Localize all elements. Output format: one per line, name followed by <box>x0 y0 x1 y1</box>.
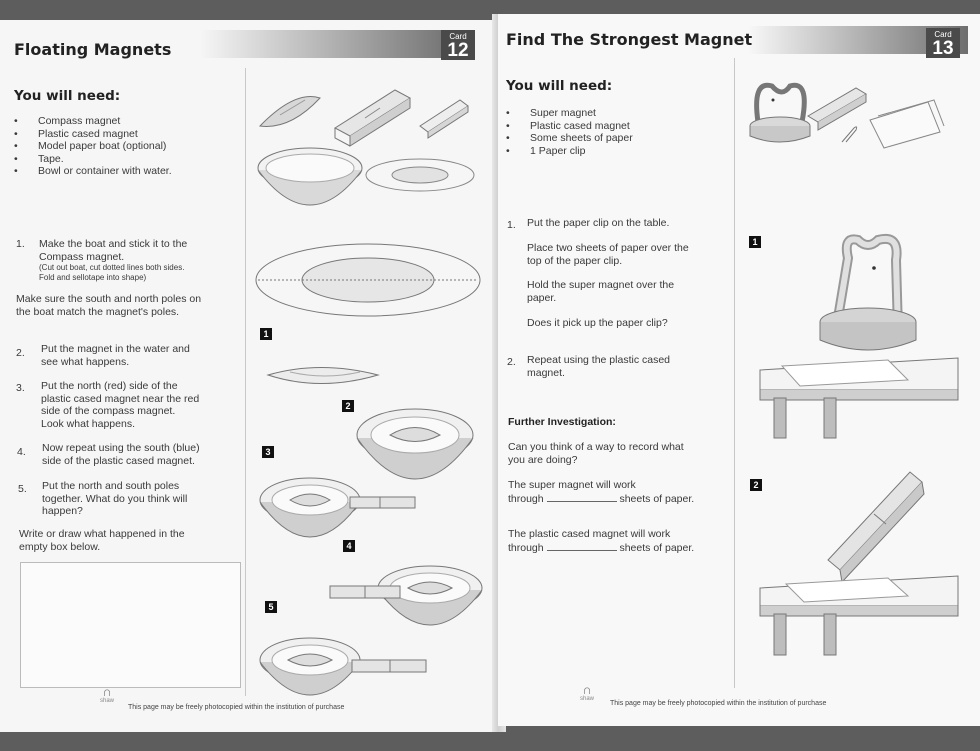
step-badge: 2 <box>342 400 354 412</box>
step-badge: 3 <box>262 446 274 458</box>
card-number-badge <box>926 28 960 58</box>
needs-list <box>506 107 726 157</box>
text-line: Put the magnet in the water and <box>41 343 190 355</box>
text-line: Put the north and south poles <box>42 480 180 492</box>
logo-text: shaw <box>580 696 595 702</box>
note-line: (Cut out boat, cut dotted lines both sides. <box>39 263 185 272</box>
card-word: Card <box>449 32 467 41</box>
compass-magnet-drawing <box>260 97 320 127</box>
magnet-over-table-drawing <box>820 239 916 350</box>
page-title: Find The Strongest Magnet <box>506 30 753 49</box>
magnet-logo-icon: ∩ <box>582 682 592 697</box>
text-line: together. What do you think will <box>42 492 188 505</box>
text-line: through <box>508 541 544 554</box>
plastic-magnet-tilted-drawing <box>828 472 924 582</box>
text-line: Write or draw what happened in the <box>19 528 185 540</box>
table-1-drawing <box>760 358 958 438</box>
make-sure-text <box>16 293 241 318</box>
step-badge: 4 <box>343 540 355 552</box>
text-line: Look what happens. <box>41 417 135 430</box>
plastic-magnet-result <box>508 528 733 554</box>
step-1-sub-1 <box>527 242 732 267</box>
text-line: The super magnet will work <box>508 479 636 491</box>
step-number: 1. <box>16 238 25 250</box>
text-line: happen? <box>42 505 83 517</box>
text-line: Hold the super magnet over the <box>527 279 675 291</box>
step-1-sub-2 <box>527 279 732 304</box>
step-number: 2. <box>16 347 25 359</box>
text-line: you are doing? <box>508 453 578 466</box>
step-badge: 2 <box>750 479 762 491</box>
list-item: • Tape. <box>14 153 234 166</box>
step-2-text <box>41 343 241 368</box>
list-item: • 1 Paper clip <box>506 145 726 158</box>
bowl-magnet-step-3-drawing <box>260 478 415 537</box>
text-line: plastic cased magnet near the red <box>41 392 200 405</box>
folded-boat-drawing <box>268 368 378 384</box>
strongest-magnet-illustrations <box>738 70 978 730</box>
table-2-drawing <box>760 576 958 655</box>
text-line: Make sure the south and north poles on <box>16 293 202 305</box>
list-item: • Plastic cased magnet <box>14 128 234 141</box>
text-line: the boat match the magnet's poles. <box>16 305 180 318</box>
page-title: Floating Magnets <box>14 40 172 59</box>
further-heading: Further Investigation: <box>508 416 616 428</box>
text-line: sheets of paper. <box>619 492 695 505</box>
text-line: paper. <box>527 291 557 304</box>
text-line: Place two sheets of paper over the <box>527 242 689 254</box>
card-12-page <box>0 20 498 732</box>
bowl-with-boat-drawing <box>357 409 473 479</box>
floating-magnet-illustrations <box>250 80 490 740</box>
super-magnet-small-drawing <box>750 85 810 142</box>
text-line: top of the paper clip. <box>527 254 623 267</box>
text-line: Make the boat and stick it to the <box>39 238 188 250</box>
text-line: Repeat using the plastic cased <box>527 354 671 366</box>
publisher-logo <box>580 684 594 702</box>
super-magnet-result <box>508 479 733 505</box>
text-line: Now repeat using the south (blue) <box>42 442 200 454</box>
needs-heading: You will need: <box>506 78 613 94</box>
footer-notice: This page may be freely photocopied within the institution of purchase <box>128 704 345 711</box>
card-number: 13 <box>932 38 954 59</box>
footer-notice: This page may be freely photocopied within the institution of purchase <box>610 700 827 707</box>
text-line: see what happens. <box>41 355 130 368</box>
text-line: sheets of paper. <box>619 541 695 554</box>
needs-list <box>14 115 234 178</box>
text-line: side of the plastic cased magnet. <box>42 454 195 467</box>
text-line: empty box below. <box>19 540 101 553</box>
plastic-magnet-drawing <box>335 90 410 146</box>
bowl-magnet-step-4-drawing <box>330 566 482 625</box>
step-1-sub-3: Does it pick up the paper clip? <box>527 317 668 329</box>
column-divider <box>245 68 246 696</box>
paper-boat-drawing <box>420 100 468 138</box>
step-2-text <box>527 354 732 379</box>
step-badge: 1 <box>749 236 761 248</box>
list-item: • Compass magnet <box>14 115 234 128</box>
text-line: Can you think of a way to record what <box>508 441 684 453</box>
text-line: through <box>508 492 544 505</box>
step-number: 5. <box>18 483 27 495</box>
list-item: • Super magnet <box>506 107 726 120</box>
list-item: • Bowl or container with water. <box>14 165 234 178</box>
further-text <box>508 441 730 466</box>
text-line: Compass magnet. <box>39 250 125 263</box>
write-instruction <box>19 528 244 553</box>
step-badge: 1 <box>260 328 272 340</box>
step-5-text <box>42 480 242 518</box>
boat-template-large <box>256 244 480 316</box>
step-number: 4. <box>17 446 26 458</box>
paper-sheets-drawing <box>870 100 944 148</box>
step-4-text <box>42 442 242 467</box>
note-line: Fold and sellotape into shape) <box>39 273 147 282</box>
boat-template-small <box>366 159 474 191</box>
logo-text: shaw <box>100 698 115 704</box>
step-3-text <box>41 380 241 430</box>
text-line: The plastic cased magnet will work <box>508 528 671 540</box>
list-item: • Plastic cased magnet <box>506 120 726 133</box>
bowl-magnet-step-5-drawing <box>260 638 426 695</box>
card-number-badge <box>441 30 475 60</box>
step-number: 1. <box>507 219 516 231</box>
needs-heading: You will need: <box>14 88 121 104</box>
answer-blank <box>547 541 617 551</box>
card-word: Card <box>934 30 952 39</box>
step-number: 2. <box>507 356 516 368</box>
list-item: • Model paper boat (optional) <box>14 140 234 153</box>
text-line: Put the north (red) side of the <box>41 380 178 392</box>
card-number: 12 <box>447 40 469 61</box>
paper-clip-icon <box>842 127 857 142</box>
card-13-page <box>498 14 980 726</box>
step-1-text <box>39 238 244 283</box>
title-band <box>200 30 460 58</box>
text-line: magnet. <box>527 366 565 379</box>
step-badge: 5 <box>265 601 277 613</box>
plastic-magnet-small-drawing <box>808 88 866 130</box>
list-item: • Some sheets of paper <box>506 132 726 145</box>
text-line: side of the compass magnet. <box>41 405 176 417</box>
magnet-logo-icon: ∩ <box>102 684 112 699</box>
drawing-box <box>20 562 241 688</box>
bowl-drawing <box>258 148 362 205</box>
answer-blank <box>547 492 617 502</box>
column-divider <box>734 58 735 688</box>
publisher-logo <box>100 686 114 704</box>
step-number: 3. <box>16 382 25 394</box>
step-1-text: Put the paper clip on the table. <box>527 217 670 229</box>
